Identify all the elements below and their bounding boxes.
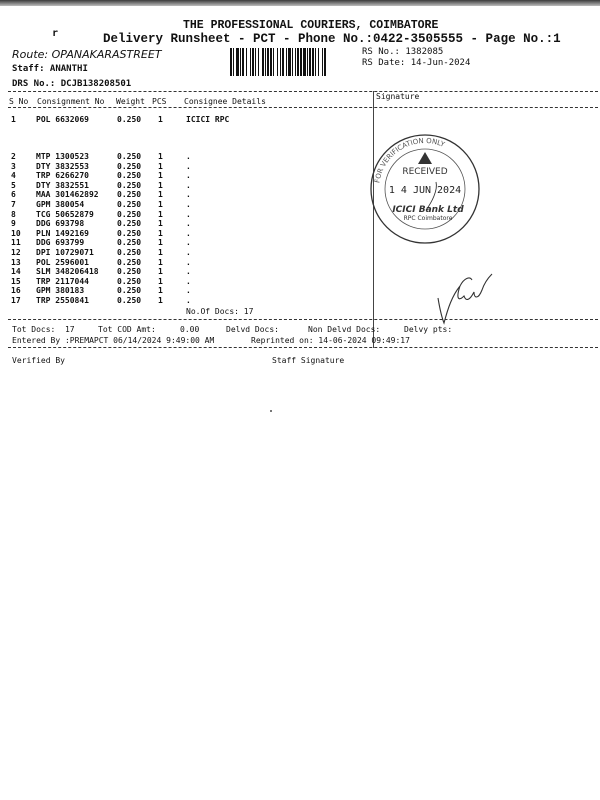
row-weight: 0.250	[117, 219, 142, 229]
row-sno: 9	[11, 219, 16, 229]
row-pcs: 1	[158, 286, 163, 296]
tot-cod-label: Tot COD Amt:	[98, 325, 156, 334]
row-details: .	[186, 219, 191, 229]
staff-signature: Staff Signature	[272, 356, 345, 365]
row-pcs: 1	[158, 238, 163, 248]
table-row	[0, 296, 370, 306]
row-sno: 13	[11, 257, 21, 267]
row-pcs: 1	[158, 228, 163, 238]
row-weight: 0.250	[117, 296, 142, 305]
row-sno: 15	[11, 276, 21, 286]
row-consignment: TCG 50652879	[36, 209, 94, 219]
scan-top-edge	[0, 0, 600, 6]
stamp-date: 1 4 JUN 2024	[388, 185, 462, 196]
row-details: .	[186, 180, 191, 190]
stamp-received-text: RECEIVED	[402, 167, 448, 177]
row-details: .	[186, 296, 191, 305]
pen-mark: r	[52, 28, 59, 39]
row-weight: 0.250	[117, 180, 142, 190]
row-pcs: 1	[158, 257, 163, 267]
row-pcs: 1	[158, 190, 163, 200]
row-details: .	[186, 267, 191, 277]
table-bottom-rule	[8, 319, 598, 320]
table-row	[0, 248, 370, 258]
no-of-docs: No.Of Docs: 17	[186, 307, 254, 316]
verified-by: Verified By	[12, 356, 65, 365]
company-title: THE PROFESSIONAL COURIERS, COIMBATORE	[183, 19, 439, 32]
table-header-rule	[8, 107, 598, 108]
row-weight: 0.250	[117, 267, 142, 277]
row-details: .	[186, 209, 191, 219]
stamp-bank: ICICI Bank Ltd	[392, 205, 464, 215]
row-pcs: 1	[158, 219, 163, 229]
row-consignment: GPM 380183	[36, 286, 85, 296]
table-row	[0, 238, 370, 248]
table-row	[0, 190, 370, 200]
row-details: .	[186, 228, 191, 238]
row-weight: 0.250	[117, 190, 142, 200]
table-row	[0, 277, 370, 287]
row-pcs: 1	[158, 296, 163, 305]
table-row	[0, 286, 370, 296]
scan-speck	[270, 410, 272, 412]
row-sno: 4	[11, 171, 16, 181]
row-pcs: 1	[158, 209, 163, 219]
row-details: .	[186, 200, 191, 209]
delvy-pts: Delvy pts:	[404, 325, 453, 334]
table-row	[0, 162, 370, 172]
row-sno: 17	[11, 296, 21, 305]
row-weight: 0.250	[117, 238, 142, 248]
row-details: .	[186, 171, 191, 181]
row-consignment: DTY 3832551	[36, 180, 89, 190]
row-weight: 0.250	[117, 209, 142, 219]
row-sno: 12	[11, 248, 21, 257]
row-details: .	[186, 238, 191, 248]
row-pcs: 1	[158, 171, 163, 181]
reprinted-on: Reprinted on: 14-06-2024 09:49:17	[251, 336, 410, 345]
row-consignment: TRP 2550841	[36, 296, 89, 305]
table-row	[0, 229, 370, 239]
row-sno: 7	[11, 200, 16, 209]
header-weight: Weight	[116, 97, 145, 106]
row-details: .	[186, 161, 191, 171]
row-weight: 0.250	[117, 161, 142, 171]
header-consignee-details: Consignee Details	[184, 97, 266, 106]
row-details: .	[186, 190, 191, 200]
row-pcs: 1	[158, 115, 163, 124]
runsheet-subtitle: Delivery Runsheet - PCT - Phone No.:0422-3505555 - Page No.:1	[103, 32, 561, 46]
staff-label: Staff: ANANTHI	[12, 64, 88, 74]
row-sno: 8	[11, 209, 16, 219]
row-pcs: 1	[158, 200, 163, 209]
row-consignment: GPM 380054	[36, 200, 85, 209]
delvd-docs: Delvd Docs:	[226, 325, 279, 334]
row-weight: 0.250	[117, 276, 142, 286]
tot-cod-value: 0.00	[180, 325, 200, 334]
row-consignment: POL 6632069	[36, 115, 89, 124]
table-row	[0, 258, 370, 268]
row-consignment: DPI 10729071	[36, 248, 94, 257]
rs-date: RS Date: 14-Jun-2024	[362, 58, 471, 68]
row-pcs: 1	[158, 267, 163, 277]
row-sno: 1	[11, 115, 16, 124]
row-consignment: DTY 3832553	[36, 161, 89, 171]
row-consignment: DDG 693798	[36, 219, 85, 229]
row-consignment: PLN 1492169	[36, 228, 89, 238]
entered-by: Entered By :PREMAPCT 06/14/2024 9:49:00 AM	[12, 336, 215, 345]
row-consignment: MAA 301462892	[36, 190, 99, 200]
row-weight: 0.250	[117, 286, 142, 296]
table-row	[0, 267, 370, 277]
row-weight: 0.250	[117, 257, 142, 267]
stamp-place: RPC Coimbatore	[403, 215, 453, 222]
row-sno: 5	[11, 180, 16, 190]
row-consignment: POL 2596001	[36, 257, 89, 267]
table-row	[0, 200, 370, 210]
table-row	[0, 171, 370, 181]
row-pcs: 1	[158, 152, 163, 161]
row-sno: 11	[11, 238, 21, 248]
row-details: .	[186, 276, 191, 286]
row-weight: 0.250	[117, 115, 142, 124]
stamp-arrow-icon	[418, 152, 432, 164]
row-sno: 3	[11, 161, 16, 171]
row-weight: 0.250	[117, 152, 142, 161]
row-details: .	[186, 152, 191, 161]
row-sno: 2	[11, 152, 16, 161]
barcode	[230, 48, 357, 76]
received-stamp	[366, 130, 484, 248]
row-weight: 0.250	[117, 200, 142, 209]
header-consignment: Consignment No	[37, 97, 105, 106]
row-consignment: MTP 1300523	[36, 152, 89, 161]
row-pcs: 1	[158, 248, 163, 257]
drs-number: DRS No.: DCJB138208501	[12, 79, 132, 89]
row-consignment: DDG 693799	[36, 238, 85, 248]
row-pcs: 1	[158, 276, 163, 286]
row-details: .	[186, 286, 191, 296]
non-delvd-docs: Non Delvd Docs:	[308, 325, 381, 334]
table-top-rule	[8, 91, 598, 92]
header-sno: S No	[9, 97, 29, 106]
row-consignment: TRP 6266270	[36, 171, 89, 181]
row-pcs: 1	[158, 161, 163, 171]
row-details: .	[186, 248, 191, 257]
row-details: ICICI RPC	[186, 115, 230, 124]
footer-rule	[8, 347, 598, 348]
row-consignment: SLM 348206418	[36, 267, 99, 277]
table-row	[0, 115, 370, 125]
stamp-ring-text: FOR VERIFICATION ONLY	[373, 136, 446, 184]
tot-docs: Tot Docs: 17	[12, 325, 75, 334]
row-weight: 0.250	[117, 171, 142, 181]
row-sno: 6	[11, 190, 16, 200]
row-weight: 0.250	[117, 228, 142, 238]
table-row	[0, 152, 370, 162]
row-sno: 10	[11, 228, 21, 238]
row-details: .	[186, 257, 191, 267]
table-row	[0, 181, 370, 191]
rs-number: RS No.: 1382085	[362, 47, 444, 57]
header-signature: Signature	[376, 92, 420, 101]
table-row	[0, 219, 370, 229]
header-pcs: PCS	[152, 97, 167, 106]
row-consignment: TRP 2117044	[36, 276, 89, 286]
table-row	[0, 210, 370, 220]
row-pcs: 1	[158, 180, 163, 190]
row-sno: 16	[11, 286, 21, 296]
row-weight: 0.250	[117, 248, 142, 257]
route-label: Route: OPANAKARASTREET	[12, 48, 162, 61]
barcode-bar	[326, 48, 327, 76]
row-sno: 14	[11, 267, 21, 277]
